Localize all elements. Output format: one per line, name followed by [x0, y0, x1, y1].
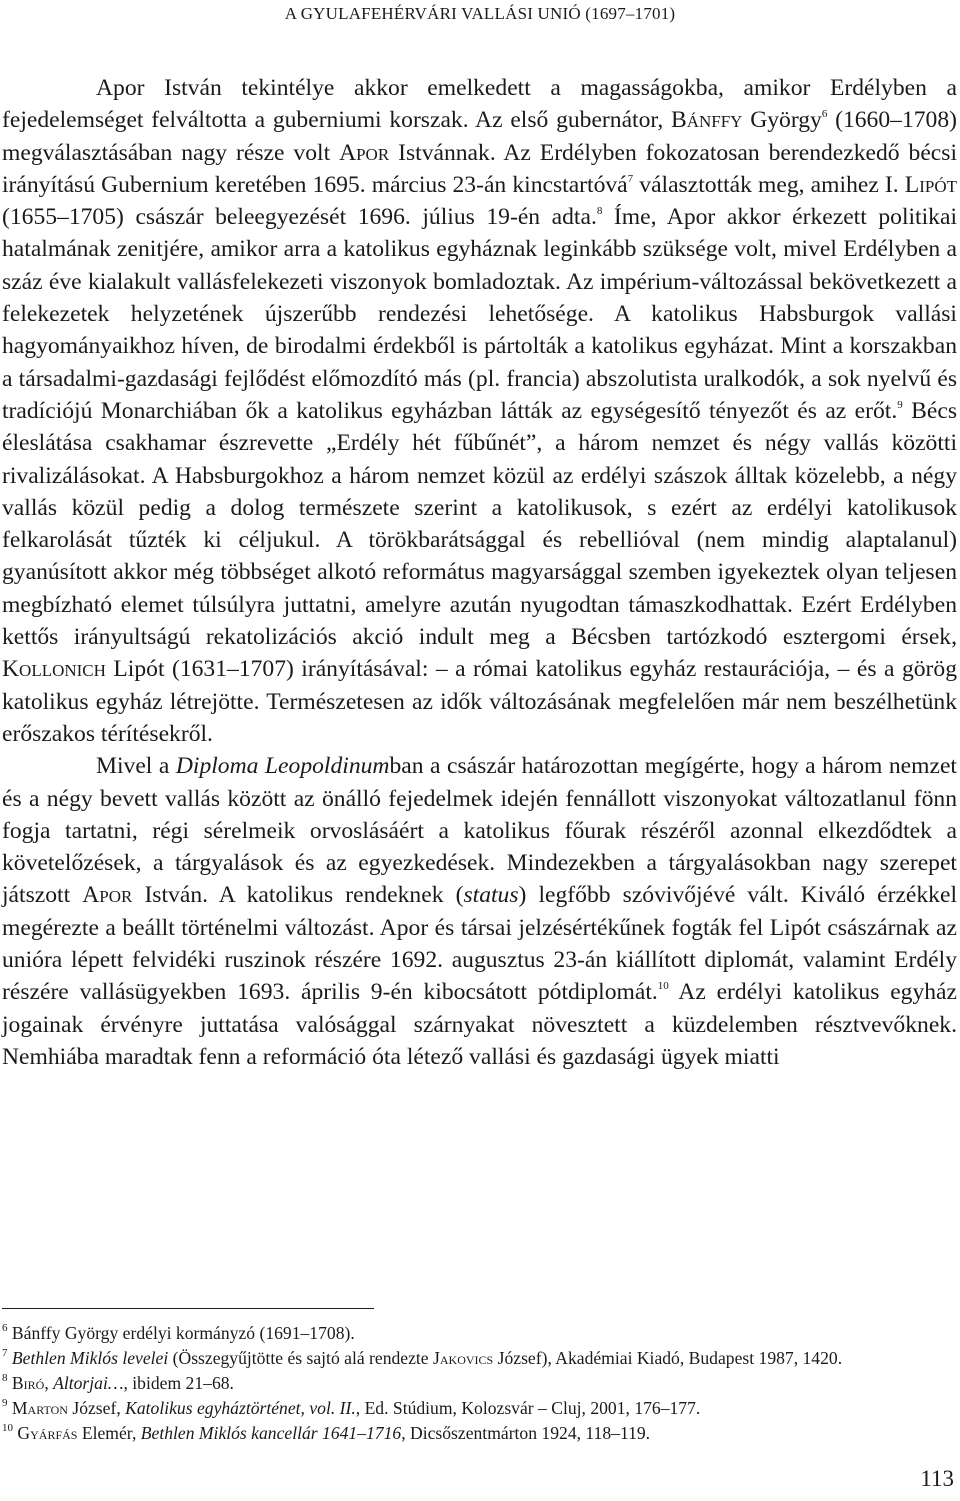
name-biro: Biró [11, 1373, 45, 1393]
paragraph-2 [2, 750, 957, 1073]
paragraph-1 [2, 72, 957, 750]
text-run: Mivel a [96, 753, 176, 780]
footnote-text: , [44, 1373, 54, 1393]
text-run: Lipót (1631–1707) irányításával: – a római katolikus egyház restaurációja, – és a görög katolikus egyház létrejötte. Természetesen az idők változásának megfelelően már nem beszélhetünk erőszakos térítésekről. [2, 656, 957, 747]
text-run: ) legfőbb szóvivőjévé vált. Kiváló érzékkel megérezte a beállt történelmi változást. Apor és társai jelzésértékűnek fogták fel Lipót császárnak az unióra lépett felvidéki ruszinok részére 1692. augusztus 23-án kiállított diplomát, valamint Erdély részére vallásügyekben 1693. április 9-én kibocsátott pótdiplomát. [2, 882, 958, 1006]
name-apor: Apor [339, 139, 390, 166]
footnote-8 [2, 1371, 957, 1396]
main-text [2, 72, 957, 1073]
name-lipot: Lipót [904, 171, 957, 198]
footnote-text: , ibidem 21–68. [123, 1373, 234, 1393]
text-run: Istvánnak. Az Erdélyben fokozatosan berendezkedő bécsi irányítású Gubernium keretében 1695. március 23-án kincstartóvá [2, 139, 957, 198]
name-banffy: Bánffy [670, 107, 743, 134]
name-kollonich: Kollonich [2, 656, 106, 683]
footnote-ref-9[interactable]: 9 [897, 398, 903, 411]
footnote-6 [2, 1321, 957, 1346]
footnote-number: 6 [2, 1322, 8, 1334]
term-status: status [463, 882, 519, 909]
footnote-7 [2, 1346, 957, 1371]
text-run: Az erdélyi katolikus egyház jogainak érvényre juttatása valósággal szárnyakat növesztett a küzdelemben résztvevőknek. Nemhiába maradtak fenn a reformáció óta létező vallási és gazdasági ügyek miatti [2, 979, 958, 1070]
footnotes [2, 1321, 957, 1446]
footnote-title: Altorjai… [53, 1373, 124, 1393]
text-run: Bécs éleslátása csakhamar észrevette „Erdély hét fűbűnét”, a három nemzet és négy vallás közötti rivalizálásokat. A Habsburgokhoz a három nemzet közül az erdélyi szászok álltak közelebb, a négy vallás közül pedig a dolog természete szerint a katolikusok, s ezért az erdélyi katolikusok felkarolását tűzték ki céljukul. A törökbarátsággal és rebellióval (nem mindig alaptalanul) gyanúsított akkor még többséget alkotó református magyarsággal szemben igyekeztek olyan teljesen megbízható elemet túlsúlyra juttatni, amelyre azután nyugodtan támaszkodhattak. Ezért Erdélyben kettős irányultságú rekatolizációs akció indult meg a Bécsben tartózkodó esztergomi érsek, [2, 397, 957, 651]
text-run: választották meg, amihez I. [633, 171, 905, 198]
footnote-number: 10 [2, 1422, 13, 1434]
footnote-number: 8 [2, 1372, 8, 1384]
name-apor: Apor [82, 882, 133, 909]
footnote-text: Elemér, [77, 1423, 141, 1443]
running-header: A GYULAFEHÉRVÁRI VALLÁSI UNIÓ (1697–1701) [284, 4, 676, 23]
text-run: Íme, Apor akkor érkezett politikai hatalmának zenitjére, amikor arra a katolikus egyháznak leginkább szüksége volt, mivel Erdélyben a száz éve kialakult vallásfelekezeti viszonyok bomladoztak. Az impérium-változással bekövetkezett a felekezetek helyzetének újszerűbb rendezési lehetősége. A katolikus Habsburgok vallási hagyományaikhoz híven, de birodalmi érdekből is pártolták a katolikus egyházat. Mint a korszakban a társadalmi-gazdasági fejlődést előmozdító más (pl. francia) abszolutista uralkodók, a sok nyelvű és tradíciójú Monarchiában ők a katolikus egyházban látták az egységesítő tényezőt és az erőt. [2, 204, 957, 424]
text-run: Apor István tekintélye akkor emelkedett a magasságokba, amikor Erdélyben a fejedelemséget felváltotta a guberniumi korszak. Az első gubernátor, [2, 75, 957, 134]
name-jakovics: Jakovics [433, 1348, 494, 1368]
text-run: ban a császár határozottan megígérte, hogy a három nemzet és a négy bevett vallás között az önálló fejedelmek idején fennállott viszonyokat változatlanul fönn fogja tartatni, régi sérelmeik orvoslásáért a katolikus főurak részéről azonnal elkezdődtek a követelőzések, a tárgyalások és az egyezkedések. Mindezekben a tárgyalásokban nagy szerepet játszott [2, 753, 957, 909]
text-run: (1660–1708) megválasztásában nagy része volt [2, 107, 957, 166]
footnote-title: Bethlen Miklós kancellár 1641–1716 [140, 1423, 402, 1443]
text-run: István. A katolikus rendeknek ( [132, 882, 464, 909]
footnote-number: 9 [2, 1397, 8, 1409]
footnote-text: József), Akadémiai Kiadó, Budapest 1987, 1420. [493, 1348, 843, 1368]
footnote-text: , Dicsőszentmárton 1924, 118–119. [401, 1423, 651, 1443]
footnote-number: 7 [2, 1347, 8, 1359]
text-run: (1655–1705) császár beleegyezését 1696. július 19-én adta. [2, 204, 597, 231]
footnote-ref-8[interactable]: 8 [596, 205, 603, 218]
footnote-text: József, [67, 1398, 126, 1418]
name-marton: Marton [11, 1398, 68, 1418]
footnote-text: (Összegyűjtötte és sajtó alá rendezte [168, 1348, 434, 1368]
page-number: 113 [920, 1466, 954, 1491]
footnote-9 [2, 1396, 957, 1421]
footnote-text: Bánffy György erdélyi kormányzó (1691–1708). [7, 1323, 355, 1343]
footnote-10 [2, 1421, 957, 1446]
footnote-ref-7[interactable]: 7 [627, 172, 634, 185]
footnote-text: , Ed. Stúdium, Kolozsvár – Cluj, 2001, 176–177. [355, 1398, 701, 1418]
title-diploma-leopoldinum: Diploma Leopoldinum [175, 753, 390, 780]
footnote-separator [2, 1308, 374, 1309]
text-run: György [742, 107, 822, 134]
footnote-ref-6[interactable]: 6 [821, 108, 828, 121]
footnote-title: Bethlen Miklós levelei [11, 1348, 169, 1368]
name-gyarfas: Gyárfás [17, 1423, 78, 1443]
footnote-ref-10[interactable]: 10 [657, 980, 669, 993]
footnote-title: Katolikus egyháztörténet, vol. II. [125, 1398, 356, 1418]
